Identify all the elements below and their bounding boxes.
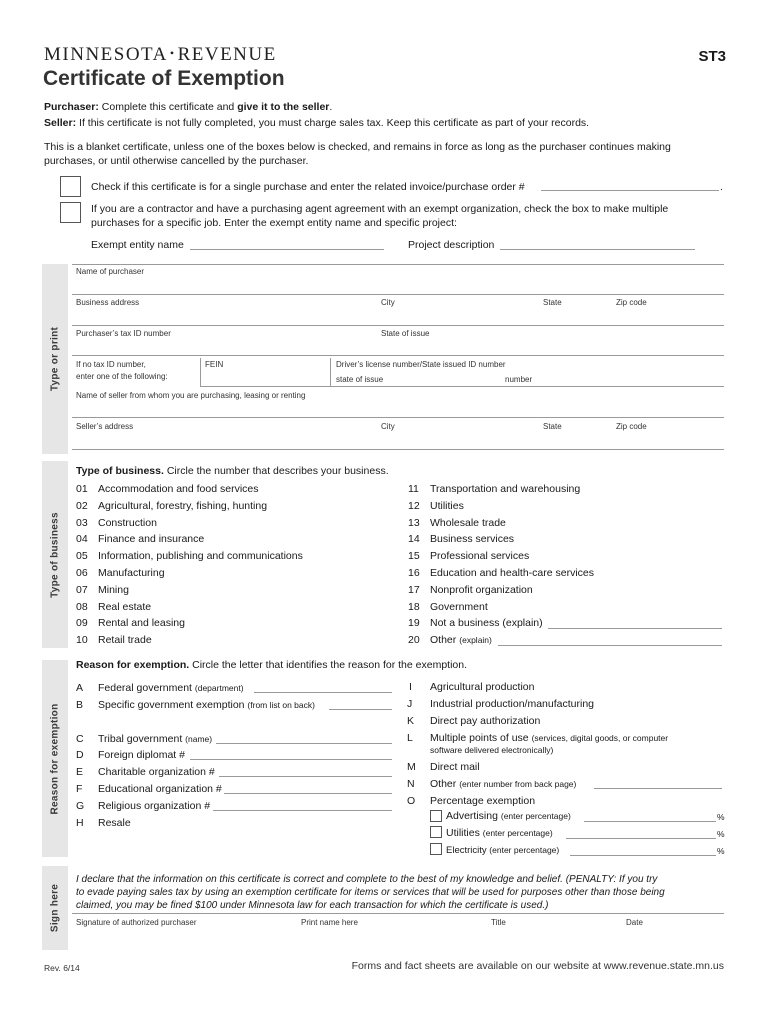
reason-letter-h[interactable]: H [76, 817, 84, 829]
blanket-text-2: purchases, or until otherwise cancelled by the purchaser. [44, 155, 309, 167]
business-number-19[interactable]: 19 [408, 617, 420, 630]
reason-letter-g[interactable]: G [76, 800, 85, 812]
specific-government-field[interactable] [329, 709, 392, 710]
reason-label-m: Direct mail [430, 761, 480, 773]
name-of-purchaser-field[interactable] [72, 294, 724, 295]
date-label: Date [626, 918, 643, 927]
business-label-12: Utilities [430, 499, 464, 512]
reason-letter-m[interactable]: M [407, 761, 416, 773]
business-label-04: Finance and insurance [98, 533, 205, 546]
other-number-field[interactable] [594, 788, 722, 789]
title-label: Title [491, 918, 506, 927]
business-label-01: Accommodation and food services [98, 483, 259, 495]
business-label-09: Rental and leasing [98, 617, 185, 630]
single-purchase-label: Check if this certificate is for a single purchase and enter the related invoice/purchase order # [91, 181, 525, 193]
business-number-02[interactable]: 02 [76, 499, 88, 512]
contractor-text-1: If you are a contractor and have a purchasing agent agreement with an exempt organization, check the box to make multiple [91, 203, 669, 215]
business-number-03[interactable]: 03 [76, 516, 88, 529]
business-label-10: Retail trade [98, 634, 152, 647]
business-label-08: Real estate [98, 600, 152, 613]
state-label: State [543, 298, 562, 307]
reason-label-n: Other (enter number from back page) [430, 778, 577, 790]
reason-letter-k[interactable]: K [407, 715, 415, 727]
seller-name-label: Name of seller from whom you are purchasing, leasing or renting [76, 391, 306, 400]
utilities-label: Utilities (enter percentage) [446, 827, 553, 839]
educational-organization-field[interactable] [224, 793, 392, 794]
fein-label: FEIN [205, 360, 224, 369]
business-number-05[interactable]: 05 [76, 550, 88, 563]
foreign-diplomat-field[interactable] [190, 759, 392, 760]
reason-letter-f[interactable]: F [76, 783, 83, 795]
state-of-issue-label: State of issue [381, 329, 430, 338]
sidebar-reason-for-exemption: Reason for exemption [42, 660, 68, 857]
business-number-04[interactable]: 04 [76, 533, 88, 546]
seller-instruction: Seller: If this certificate is not fully completed, you must charge sales tax. Keep this certificate as part of your records. [44, 117, 590, 129]
no-tax-id-label-2: enter one of the following: [76, 372, 168, 381]
advertising-percent-sign: % [717, 812, 725, 822]
reason-label-a: Federal government (department) [98, 682, 244, 694]
utilities-percent-sign: % [717, 829, 725, 839]
contractor-text-2: purchases for a specific job. Enter the exempt entity name and specific project: [91, 217, 457, 229]
advertising-label: Advertising (enter percentage) [446, 810, 571, 822]
business-label-05: Information, publishing and communications [98, 550, 303, 563]
business-label-20: Other (explain) [430, 634, 492, 647]
name-of-purchaser-label: Name of purchaser [76, 267, 145, 276]
business-label-11: Transportation and warehousing [430, 483, 581, 495]
seller-address-field[interactable] [72, 449, 724, 450]
signature-line[interactable] [72, 913, 724, 914]
seller-address-label: Seller’s address [76, 422, 134, 431]
business-number-13[interactable]: 13 [408, 516, 420, 529]
dl-divider [330, 358, 331, 386]
business-number-16[interactable]: 16 [408, 567, 420, 579]
zip-label: Zip code [616, 298, 647, 307]
utilities-checkbox[interactable] [430, 826, 442, 838]
utilities-percentage-field[interactable] [566, 838, 716, 839]
brand-left: MINNESOTA [44, 44, 168, 65]
reason-letter-n[interactable]: N [407, 778, 415, 790]
business-label-13: Wholesale trade [430, 516, 506, 529]
business-label-06: Manufacturing [98, 567, 165, 579]
dl-num-label: number [505, 375, 533, 384]
reason-letter-b[interactable]: B [76, 699, 84, 711]
tax-id-label: Purchaser’s tax ID number [76, 329, 171, 338]
business-label-16: Education and health-care services [430, 567, 595, 579]
business-label-19: Not a business (explain) [430, 617, 543, 630]
business-number-12[interactable]: 12 [408, 499, 420, 512]
business-label-07: Mining [98, 583, 129, 596]
business-label-15: Professional services [430, 550, 530, 563]
signature-label: Signature of authorized purchaser [76, 918, 197, 927]
city-label: City [381, 298, 395, 307]
seller-zip-label: Zip code [616, 422, 647, 431]
business-number-08[interactable]: 08 [76, 600, 88, 613]
reason-label-f: Educational organization # [98, 783, 222, 795]
religious-organization-field[interactable] [213, 810, 392, 811]
brand-right: REVENUE [177, 44, 277, 65]
reason-letter-j[interactable]: J [407, 698, 413, 710]
business-number-15[interactable]: 15 [408, 550, 420, 563]
reason-letter-d[interactable]: D [76, 749, 84, 761]
fein-field[interactable] [200, 386, 724, 387]
electricity-label: Electricity (enter percentage) [446, 845, 560, 856]
charitable-organization-field[interactable] [219, 776, 392, 777]
page-title: Certificate of Exemption [43, 67, 285, 90]
website-text: Forms and fact sheets are available on our website at www.revenue.state.mn.us [351, 960, 724, 972]
business-address-label: Business address [76, 298, 140, 307]
electricity-percent-sign: % [717, 846, 725, 856]
reason-letter-a[interactable]: A [76, 682, 84, 694]
other-explain-field[interactable] [498, 645, 722, 646]
reason-label-l: Multiple points of use (services, digital goods, or computer [430, 732, 669, 744]
invoice-number-field[interactable] [541, 190, 719, 191]
business-heading: Type of business. Circle the number that describes your business. [76, 465, 389, 477]
reason-label-k: Direct pay authorization [430, 715, 541, 727]
tax-id-field[interactable] [72, 355, 724, 356]
business-label-02: Agricultural, forestry, fishing, hunting [98, 499, 268, 512]
sidebar-type-of-business: Type of business [42, 461, 68, 648]
business-number-06[interactable]: 06 [76, 567, 88, 579]
divider [72, 264, 724, 265]
business-number-11[interactable]: 11 [408, 483, 419, 495]
tribal-government-field[interactable] [216, 743, 392, 744]
single-purchase-end: . [720, 181, 723, 193]
dl-number-label: Driver’s license number/State issued ID number [336, 360, 506, 369]
business-number-20[interactable]: 20 [408, 634, 420, 647]
brand-logo [44, 44, 277, 66]
exempt-entity-field[interactable] [190, 249, 384, 250]
reason-label-i: Agricultural production [430, 681, 535, 693]
fein-divider [200, 358, 201, 386]
dl-state-of-issue-label: state of issue [336, 375, 384, 384]
reason-label-o: Percentage exemption [430, 795, 536, 807]
business-label-03: Construction [98, 516, 157, 529]
business-label-14: Business services [430, 533, 515, 546]
reason-letter-i[interactable]: I [409, 681, 412, 693]
reason-label-h: Resale [98, 817, 131, 829]
business-number-10[interactable]: 10 [76, 634, 88, 647]
business-number-09[interactable]: 09 [76, 617, 88, 630]
advertising-percentage-field[interactable] [584, 821, 716, 822]
blanket-text-1: This is a blanket certificate, unless one of the boxes below is checked, and remains in force as long as the purchaser continues making [44, 141, 671, 153]
reason-label-j: Industrial production/manufacturing [430, 698, 595, 710]
business-number-17[interactable]: 17 [408, 583, 420, 596]
brand-dot: • [169, 46, 176, 60]
business-label-17: Nonprofit organization [430, 583, 533, 596]
business-number-07[interactable]: 07 [76, 583, 88, 596]
reason-label-l-note: software delivered electronically) [430, 745, 554, 755]
advertising-checkbox[interactable] [430, 810, 442, 822]
sidebar-type-or-print: Type or print [42, 264, 68, 454]
federal-department-field[interactable] [254, 692, 392, 693]
seller-state-label: State [543, 422, 562, 431]
business-number-18[interactable]: 18 [408, 600, 420, 613]
business-label-18: Government [430, 600, 488, 613]
reason-letter-l[interactable]: L [407, 732, 413, 744]
reason-letter-c[interactable]: C [76, 733, 84, 745]
business-address-field[interactable] [72, 325, 724, 326]
project-field[interactable] [500, 249, 695, 250]
reason-label-b: Specific government exemption (from list on back) [98, 699, 315, 711]
reason-label-e: Charitable organization # [98, 766, 215, 778]
business-number-14[interactable]: 14 [408, 533, 420, 546]
project-label: Project description [408, 239, 495, 251]
seller-name-field[interactable] [72, 417, 724, 418]
electricity-checkbox[interactable] [430, 843, 442, 855]
reason-label-c: Tribal government (name) [98, 733, 213, 745]
no-tax-id-label-1: If no tax ID number, [76, 360, 146, 369]
purchaser-instruction: Purchaser: Complete this certificate and give it to the seller. [44, 101, 333, 113]
single-purchase-checkbox[interactable] [60, 176, 81, 197]
exempt-entity-label: Exempt entity name [91, 239, 184, 251]
revision-label: Rev. 6/14 [44, 963, 80, 973]
business-number-01[interactable]: 01 [76, 483, 88, 495]
not-a-business-explain-field[interactable] [548, 628, 722, 629]
form-code: ST3 [698, 48, 726, 65]
print-name-label: Print name here [301, 918, 358, 927]
reason-label-g: Religious organization # [98, 800, 211, 812]
electricity-percentage-field[interactable] [570, 855, 716, 856]
reason-label-d: Foreign diplomat # [98, 749, 185, 761]
contractor-checkbox[interactable] [60, 202, 81, 223]
reason-letter-o[interactable]: O [407, 795, 416, 807]
declaration-text: I declare that the information on this certificate is correct and complete to the best of my knowledge and belief. (PENALTY: If you try to evade paying sales tax by using an exemption certificate for items or services that will be used for purposes other than those being claimed, you may be fined $100 under Minnesota law for each transaction for which the certificate is used.) [76, 874, 665, 911]
reason-letter-e[interactable]: E [76, 766, 84, 778]
reason-heading: Reason for exemption. Circle the letter that identifies the reason for the exemption. [76, 659, 468, 671]
sidebar-sign-here: Sign here [42, 866, 68, 950]
seller-city-label: City [381, 422, 395, 431]
